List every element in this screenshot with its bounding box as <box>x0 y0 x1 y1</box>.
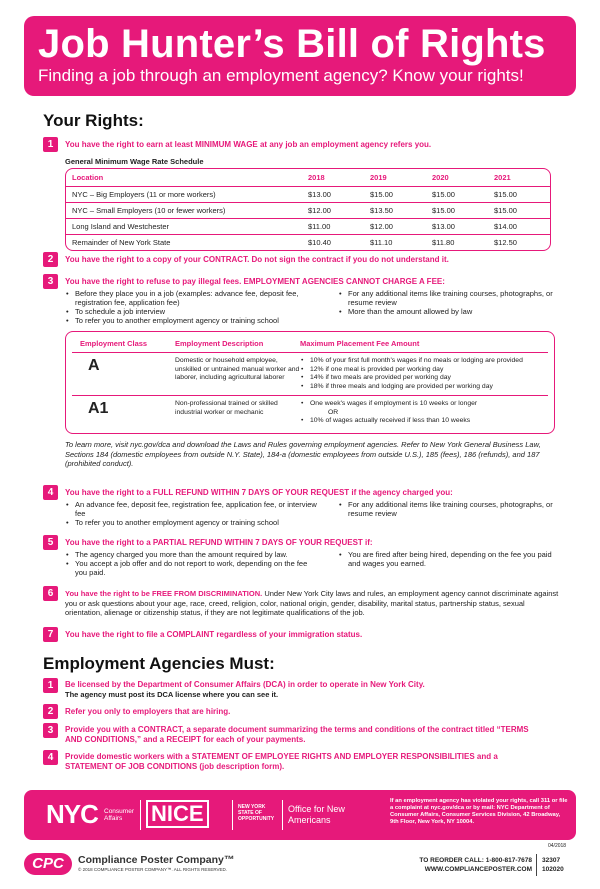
nyc-logo: NYC <box>46 799 98 829</box>
agency-must-2 <box>43 704 563 719</box>
right-6 <box>43 586 563 618</box>
agency-2-text: Refer you only to employers that are hiring. <box>65 707 231 716</box>
list-item: • You accept a job offer and do not report to work, depending on the fee you paid. <box>65 559 320 577</box>
right-5-text: You have the right to a PARTIAL REFUND WITHIN 7 DAYS OF YOUR REQUEST if: <box>65 538 373 547</box>
list-item: • For any additional items like training courses, photographs, or resume review <box>338 500 558 518</box>
fee-amount-list <box>300 417 540 426</box>
or-label: OR <box>328 408 339 416</box>
rights-heading: Your Rights: <box>43 111 144 130</box>
table-cell: $13.00 <box>302 187 364 203</box>
divider <box>282 800 283 830</box>
number-badge: 4 <box>43 750 58 765</box>
list-item: • To refer you to another employment agency or training school <box>65 518 320 527</box>
title-banner <box>24 16 576 96</box>
right-6-lead: You have the right to be FREE FROM DISCRIMINATION. <box>65 589 263 598</box>
poster-codes <box>542 856 564 874</box>
table-cell: $15.00 <box>488 203 550 219</box>
refund-list-right <box>338 500 558 527</box>
col-header: 2019 <box>364 169 426 187</box>
list-item: • An advance fee, deposit fee, registration fee, application fee, or interview fee <box>65 500 320 518</box>
table-cell: $13.50 <box>364 203 426 219</box>
ny-state-logo: NEW YORK STATE OF OPPORTUNITY <box>238 804 275 822</box>
agency-1-text: Be licensed by the Department of Consumer Affairs (DCA) in order to operate in New York City. <box>65 680 425 689</box>
table-cell: Remainder of New York State <box>72 238 171 247</box>
right-3 <box>43 274 563 325</box>
list-item: • Before they place you in a job (examples: advance fee, deposit fee, registration fee, application fee) <box>65 289 320 307</box>
table-header-row <box>66 169 550 187</box>
fee-amount-list <box>300 400 540 409</box>
table-cell: $10.40 <box>308 238 331 247</box>
right-7 <box>43 627 563 642</box>
col-header: Maximum Placement Fee Amount <box>300 339 420 348</box>
table-cell: $15.00 <box>426 203 488 219</box>
agency-3-text: Provide you with a CONTRACT, a separate document summarizing the terms and conditions of the contract titled “TERMS AND CONDITIONS,” and a RECEIPT for each of your payments. <box>65 725 529 744</box>
number-badge: 7 <box>43 627 58 642</box>
table-cell: $11.00 <box>302 219 364 235</box>
table-cell: $13.00 <box>426 219 488 235</box>
list-item: • 18% if three meals and lodging are provided per working day <box>300 383 540 392</box>
table-cell: $11.80 <box>432 238 455 247</box>
list-item: • To schedule a job interview <box>65 307 320 316</box>
agency-1-note: The agency must post its DCA license where you can see it. <box>65 690 279 699</box>
list-item: • More than the amount allowed by law <box>338 307 558 316</box>
poster-date-code: 102020 <box>542 866 564 873</box>
divider <box>536 854 537 876</box>
partial-refund-list-left <box>65 550 320 577</box>
number-badge: 3 <box>43 723 58 738</box>
fee-list-left <box>65 289 320 325</box>
table-row <box>72 353 548 395</box>
table-cell: NYC – Small Employers (10 or fewer workers) <box>66 203 302 219</box>
col-header: Location <box>66 169 302 187</box>
list-item: • 12% if one meal is provided per working day <box>300 366 540 375</box>
right-6-text: Under New York City laws and rules, an employment agency cannot discriminate against you or ask questions about your age, race, creed, religion, color, national origin, gender, disability, marital status, partnership status, sexual orientation, alienage or citizenship status, if they are not legitimate qualifications of the job. <box>65 589 559 617</box>
right-7-text: You have the right to file a COMPLAINT regardless of your immigration status. <box>65 630 363 639</box>
nice-logo: NICE <box>146 800 209 828</box>
right-2-text: You have the right to a copy of your CONTRACT. Do not sign the contract if you do not understand it. <box>65 255 449 264</box>
table-row <box>66 219 550 235</box>
reorder-info <box>396 856 532 874</box>
col-header: 2020 <box>426 169 488 187</box>
fee-table <box>65 331 555 434</box>
number-badge: 4 <box>43 485 58 500</box>
right-1 <box>43 137 563 152</box>
learn-more-text: To learn more, visit nyc.gov/dca and download the Laws and Rules governing employment agencies. Refer to New York General Business Law, Sections 184 (domestic employees from outside N.Y. State), 184-a (domestic employees from outside U.S.), 185 (fees), 186 (refunds), and 187 (prohibited conduct). <box>65 440 541 468</box>
agency-4-text: Provide domestic workers with a STATEMENT OF EMPLOYEE RIGHTS AND EMPLOYER RESPONSIBILITIES and a STATEMENT OF JOB CONDITIONS (job description form). <box>65 752 498 771</box>
agencies-heading: Employment Agencies Must: <box>43 654 275 673</box>
table-row <box>66 203 550 219</box>
table-cell: Long Island and Westchester <box>66 219 302 235</box>
version-code: 04/2018 <box>548 843 567 849</box>
wage-caption: General Minimum Wage Rate Schedule <box>65 157 204 166</box>
wage-schedule <box>65 155 551 251</box>
employment-description: Non-professional trained or skilled industrial worker or mechanic <box>175 400 278 416</box>
list-item: • 14% if two meals are provided per working day <box>300 374 540 383</box>
table-cell: $15.00 <box>488 187 550 203</box>
number-badge: 1 <box>43 137 58 152</box>
partial-refund-list-right <box>338 550 558 577</box>
website: WWW.COMPLIANCEPOSTER.COM <box>424 866 532 873</box>
right-2 <box>43 252 563 267</box>
agency-must-4 <box>43 750 563 772</box>
fee-table-header <box>72 332 548 353</box>
number-badge: 3 <box>43 274 58 289</box>
col-header: 2018 <box>302 169 364 187</box>
table-cell: $15.00 <box>364 187 426 203</box>
list-item: • For any additional items like training courses, photographs, or resume review <box>338 289 558 307</box>
table-cell: $15.00 <box>426 187 488 203</box>
list-item: • One week's wages if employment is 10 weeks or longer <box>300 400 540 409</box>
list-item: • The agency charged you more than the amount required by law. <box>65 550 320 559</box>
list-item: • 10% of your first full month's wages if no meals or lodging are provided <box>300 357 540 366</box>
refund-list-left <box>65 500 320 527</box>
table-cell: $14.00 <box>488 219 550 235</box>
office-new-americans: Office for New Americans <box>288 804 345 825</box>
number-badge: 6 <box>43 586 58 601</box>
number-badge: 5 <box>43 535 58 550</box>
divider <box>232 800 233 830</box>
table-cell: $11.10 <box>370 238 393 247</box>
right-4 <box>43 485 563 527</box>
copyright: © 2018 COMPLIANCE POSTER COMPANY™. ALL RIGHTS RESERVED. <box>78 867 228 872</box>
right-1-text: You have the right to earn at least MINIMUM WAGE at any job an employment agency refers you. <box>65 140 432 149</box>
page-subtitle: Finding a job through an employment agency? Know your rights! <box>38 66 524 85</box>
consumer-affairs-label: Consumer Affairs <box>104 808 134 822</box>
col-header: 2021 <box>488 169 550 187</box>
col-header: Employment Description <box>175 339 264 348</box>
agency-must-3 <box>43 723 563 745</box>
right-4-text: You have the right to a FULL REFUND WITHIN 7 DAYS OF YOUR REQUEST if the agency charged you: <box>65 488 453 497</box>
company-name: Compliance Poster Company™ <box>78 854 235 866</box>
list-item: • To refer you to another employment agency or training school <box>65 316 320 325</box>
table-cell: $12.00 <box>364 219 426 235</box>
table-cell: $12.50 <box>494 238 517 247</box>
page-title: Job Hunter’s Bill of Rights <box>38 22 546 66</box>
number-badge: 2 <box>43 252 58 267</box>
table-cell: NYC – Big Employers (11 or more workers) <box>66 187 302 203</box>
number-badge: 2 <box>43 704 58 719</box>
list-item: • You are fired after being hired, depending on the fee you paid and wages you earned. <box>338 550 558 568</box>
employment-class: A <box>88 357 100 374</box>
agency-must-1 <box>43 678 563 700</box>
table-row <box>66 187 550 203</box>
employment-description: Domestic or household employee, unskilled or untrained manual worker and laborer, including agricultural laborer <box>175 357 300 381</box>
fee-amount-list <box>300 357 540 391</box>
number-badge: 1 <box>43 678 58 693</box>
poster-code: 32307 <box>542 857 561 864</box>
table-row <box>72 395 548 429</box>
table-cell: $12.00 <box>302 203 364 219</box>
complaint-info: If an employment agency has violated your rights, call 311 or file a complaint at nyc.gov/dca or by mail: NYC Department of Consumer Affairs, Consumer Services Division, 42 Broadway, 9th Floor, New York, NY 10004. <box>390 798 568 825</box>
wage-table <box>65 168 551 251</box>
divider <box>140 800 141 830</box>
employment-class: A1 <box>88 400 109 417</box>
right-3-text: You have the right to refuse to pay illegal fees. EMPLOYMENT AGENCIES CANNOT CHARGE A FEE: <box>65 277 445 286</box>
fee-list-right <box>338 289 558 325</box>
list-item: • 10% of wages actually received if less than 10 weeks <box>300 417 540 426</box>
table-row <box>66 235 550 250</box>
cpc-logo: CPC <box>24 853 72 875</box>
right-5 <box>43 535 563 577</box>
footer-banner <box>24 790 576 840</box>
col-header: Employment Class <box>80 339 148 348</box>
reorder-phone: TO REORDER CALL: 1-800-817-7678 <box>419 857 532 864</box>
